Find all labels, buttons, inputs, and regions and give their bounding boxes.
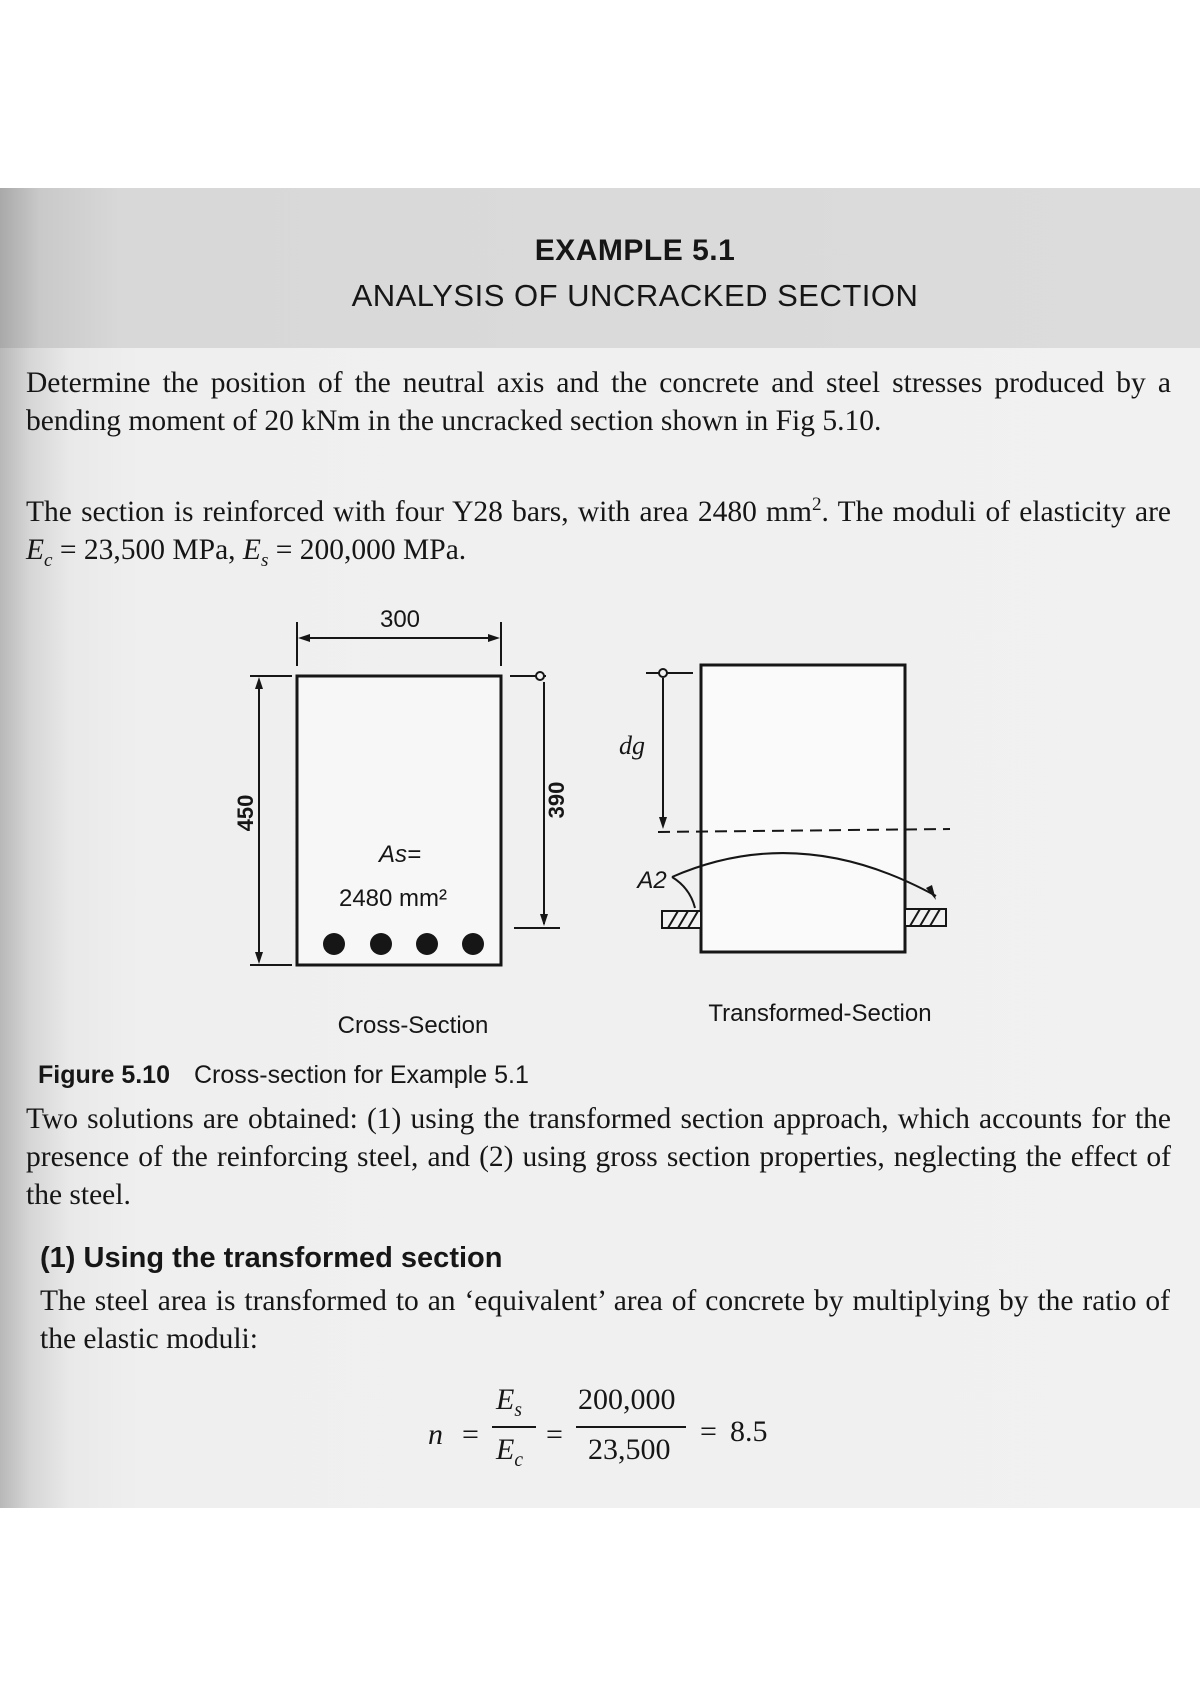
rebar: [462, 933, 484, 955]
example-number: EXAMPLE 5.1: [534, 234, 736, 267]
eq-num-symbol: $E_s$: [496, 1383, 522, 1421]
depth-label: 390: [544, 781, 569, 819]
eq-fraction-bar: [576, 1426, 686, 1428]
eq-result: 8.5: [730, 1415, 768, 1448]
dg-label: dg: [619, 731, 645, 760]
eq-equals: =: [462, 1418, 479, 1451]
height-label: 450: [233, 794, 258, 832]
figure-5-10: [0, 188, 1200, 1088]
modular-ratio-equation: [428, 1383, 848, 1493]
transformed-section-label: Transformed-Section: [708, 1000, 932, 1027]
section-body: The steel area is transformed to an ‘equivalent’ area of concrete by multiplying by the ratio of the elastic moduli:: [40, 1285, 1170, 1355]
rebar: [370, 933, 392, 955]
book-page: [0, 188, 1200, 1508]
hatched-area-left: [662, 911, 701, 928]
example-title: ANALYSIS OF UNCRACKED SECTION: [351, 278, 919, 313]
rebar: [323, 933, 345, 955]
width-label: 300: [379, 606, 421, 633]
a2-label: A2: [637, 867, 667, 894]
transformed-section-diagram: [619, 665, 950, 952]
eq-equals: =: [546, 1418, 563, 1451]
problem-statement: Determine the position of the neutral axis and the concrete and steel stresses produced by a bending moment of 20 kNm in the uncracked section shown in Fig 5.10.: [26, 367, 1171, 437]
transformed-outline: [701, 665, 905, 952]
eq-equals: =: [700, 1415, 717, 1448]
steel-area-value: 2480 mm²: [338, 885, 448, 912]
solutions-intro: Two solutions are obtained: (1) using the transformed section approach, which accounts for the presence of the reinforcing steel, and (2) using gross section properties, neglecting the effect of the steel.: [26, 1103, 1171, 1211]
section-description: The section is reinforced with four Y28 bars, with area 2480 $mm^2$. The moduli of elasticity are $E_c = 23,500$ MPa, $E_s = 200,000$ MPa.: [26, 494, 1171, 571]
eq-num-value: 200,000: [578, 1383, 676, 1416]
figure-caption-text: Cross-section for Example 5.1: [194, 1061, 529, 1089]
beam-outline: [297, 676, 501, 965]
figure-number: Figure 5.10: [38, 1061, 170, 1089]
rebar: [416, 933, 438, 955]
eq-den-symbol: $E_c$: [496, 1433, 523, 1471]
eq-den-value: 23,500: [588, 1433, 671, 1466]
cross-section-label: Cross-Section: [337, 1012, 489, 1039]
steel-area-symbol: As=: [378, 841, 422, 868]
figure-caption: [38, 1061, 529, 1090]
eq-lhs: n: [428, 1418, 443, 1451]
cross-section-diagram: [233, 606, 569, 965]
section-heading: (1) Using the transformed section: [40, 1242, 503, 1274]
eq-fraction-bar: [492, 1426, 536, 1428]
